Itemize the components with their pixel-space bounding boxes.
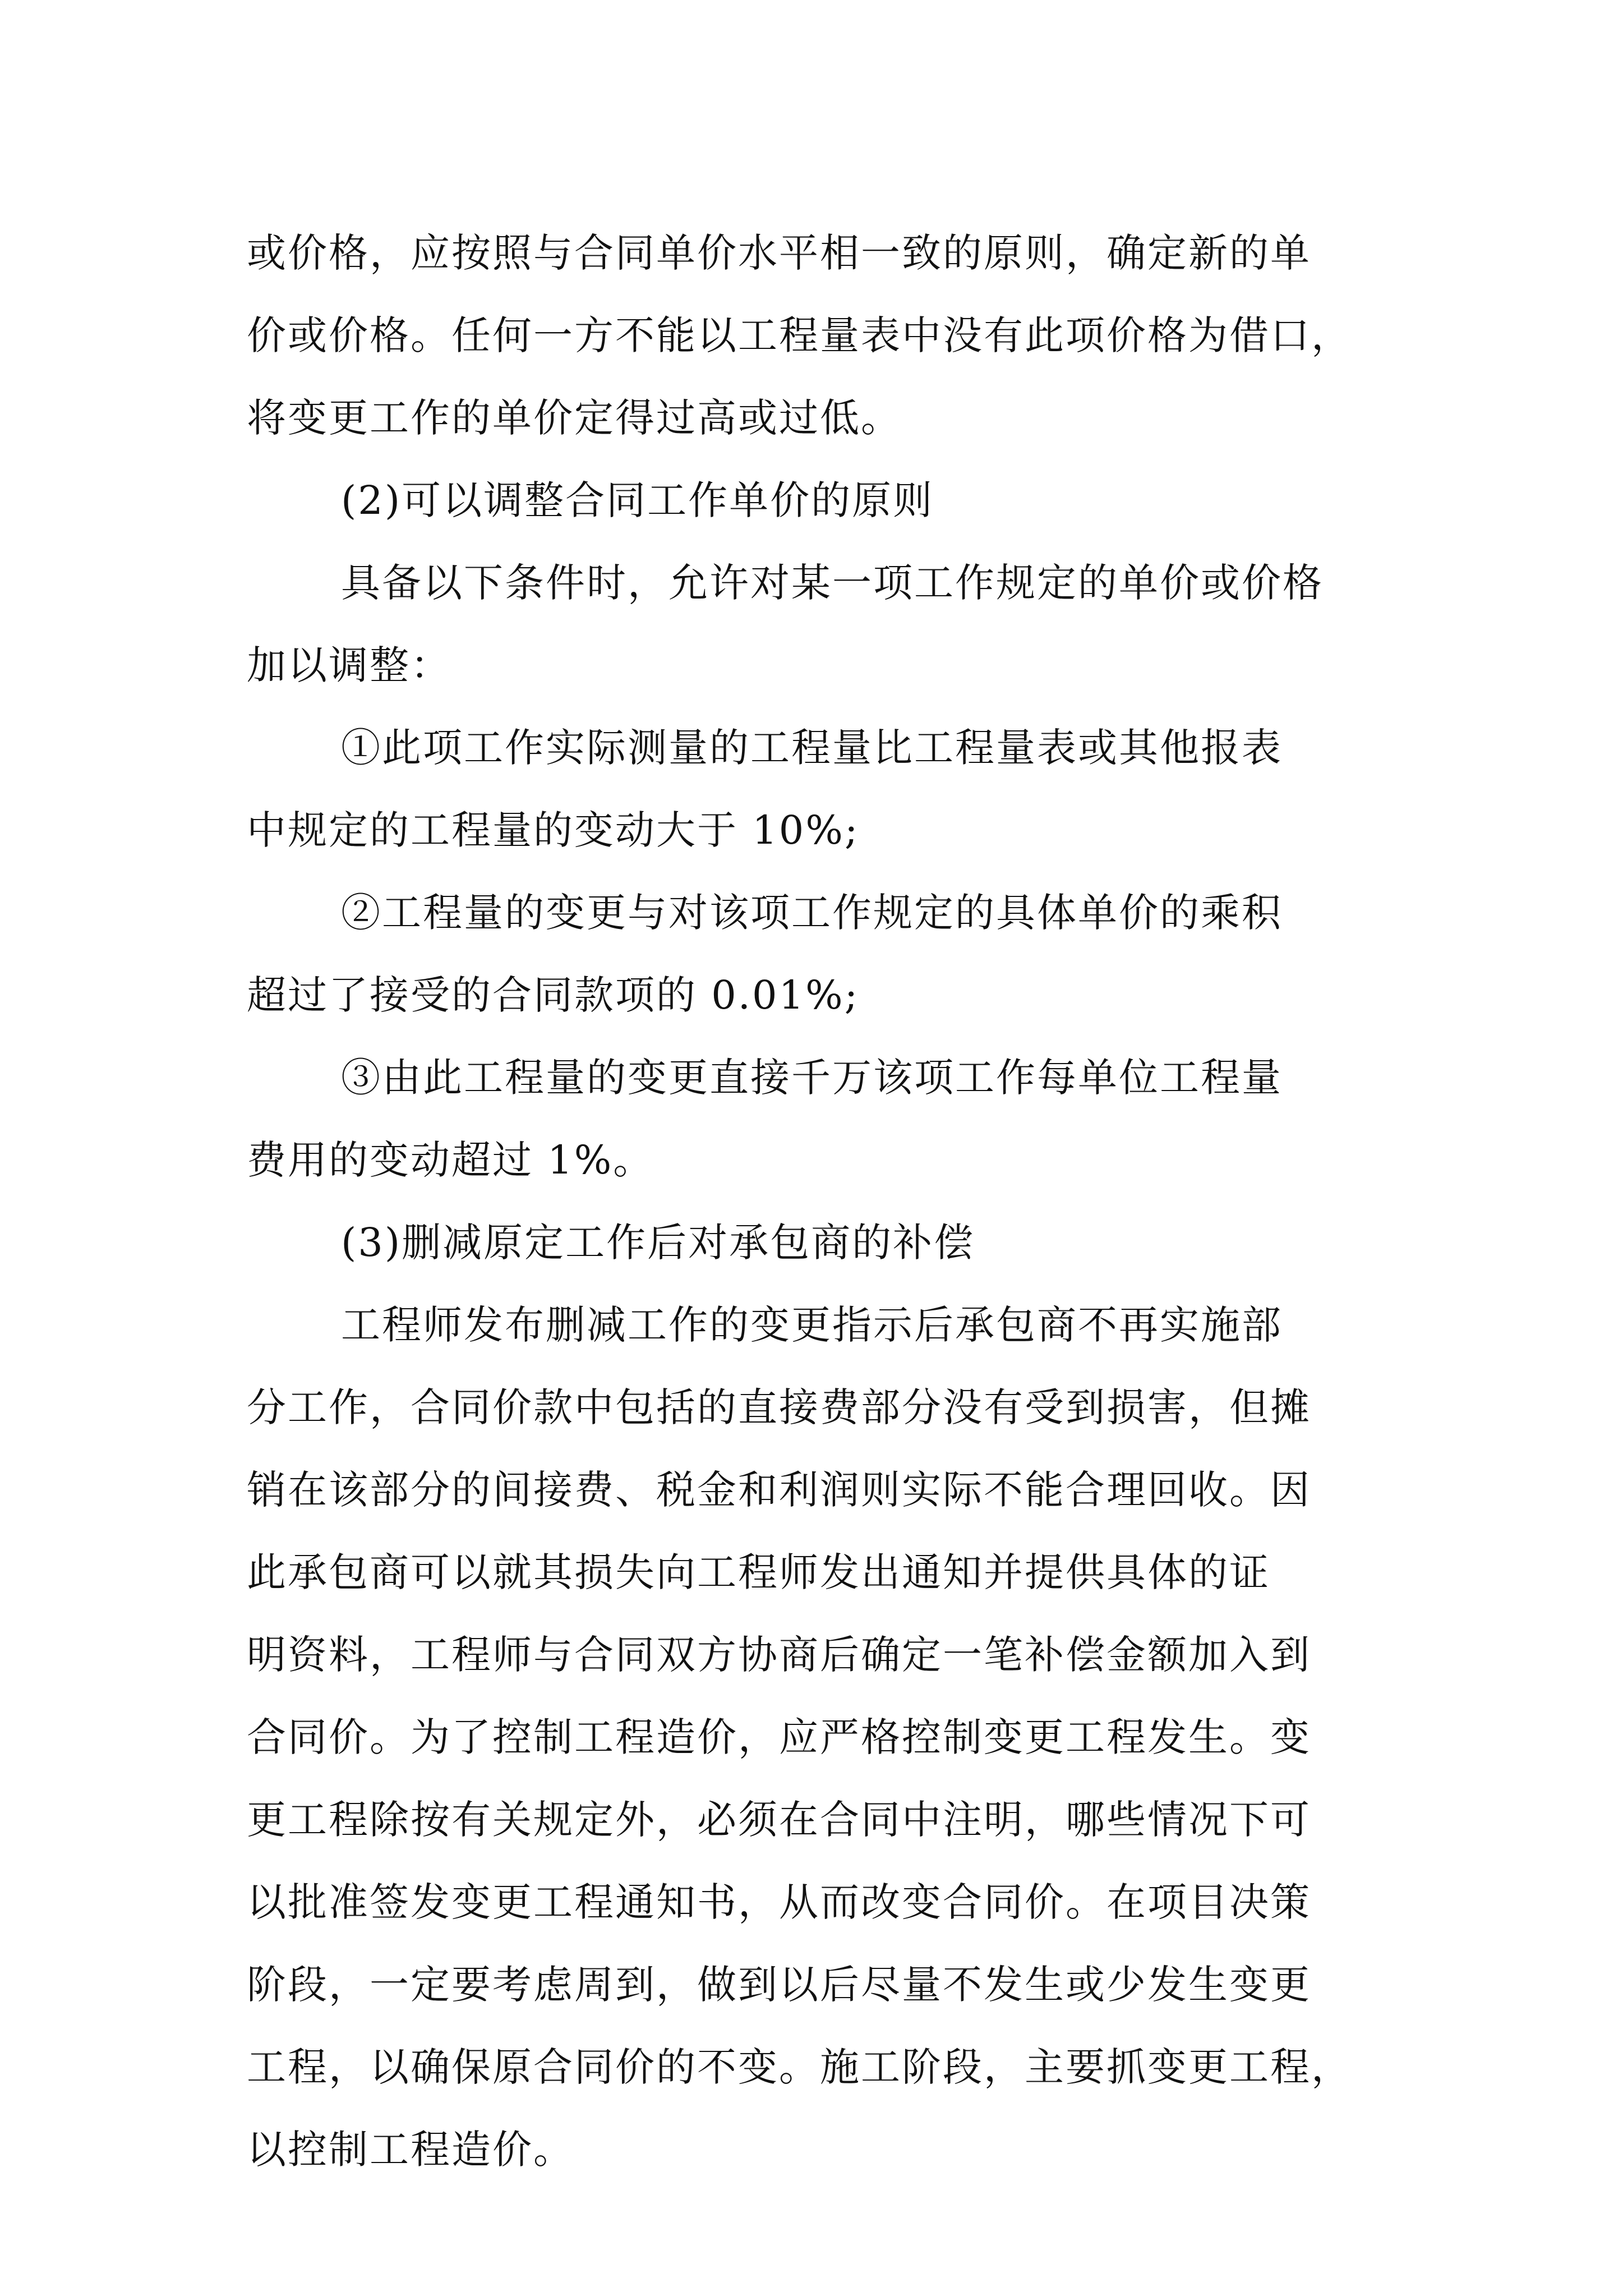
document-body — [247, 212, 1391, 2191]
list-item: ③由此工程量的变更直接千万该项工作每单位工程量 — [341, 1055, 1283, 1101]
text-line: 工程，以确保原合同价的不变。施工阶段，主要抓变更工程， — [247, 2044, 1352, 2090]
text-line: 将变更工作的单价定得过高或过低。 — [247, 395, 902, 441]
text-line: 以批准签发变更工程通知书，从而改变合同价。在项目决策 — [247, 1879, 1311, 1925]
list-item: ②工程量的变更与对该项工作规定的具体单价的乘积 — [341, 890, 1283, 936]
section-heading: (2)可以调整合同工作单价的原则 — [341, 477, 934, 523]
text-line: 价或价格。任何一方不能以工程量表中没有此项价格为借口， — [247, 312, 1352, 358]
text-line: 超过了接受的合同款项的 0.01%; — [247, 972, 860, 1018]
text-line: 以控制工程造价。 — [247, 2127, 574, 2173]
section-heading: (3)删减原定工作后对承包商的补偿 — [341, 1220, 975, 1266]
text-line: 工程师发布删减工作的变更指示后承包商不再实施部 — [341, 1302, 1283, 1348]
text-line: 中规定的工程量的变动大于 10%; — [247, 807, 860, 853]
text-line: 分工作，合同价款中包括的直接费部分没有受到损害，但摊 — [247, 1384, 1311, 1430]
text-line: 或价格，应按照与合同单价水平相一致的原则，确定新的单 — [247, 230, 1311, 276]
list-item: ①此项工作实际测量的工程量比工程量表或其他报表 — [341, 725, 1283, 771]
text-line: 此承包商可以就其损失向工程师发出通知并提供具体的证 — [247, 1549, 1270, 1595]
text-line: 销在该部分的间接费、税金和利润则实际不能合理回收。因 — [247, 1467, 1311, 1513]
text-line: 阶段，一定要考虑周到，做到以后尽量不发生或少发生变更 — [247, 1962, 1311, 2008]
text-line: 具备以下条件时，允许对某一项工作规定的单价或价格 — [341, 560, 1324, 606]
text-line: 加以调整： — [247, 642, 451, 688]
text-line: 费用的变动超过 1%。 — [247, 1137, 654, 1183]
text-line: 合同价。为了控制工程造价，应严格控制变更工程发生。变 — [247, 1714, 1311, 1760]
text-line: 更工程除按有关规定外，必须在合同中注明，哪些情况下可 — [247, 1797, 1311, 1843]
text-line: 明资料，工程师与合同双方协商后确定一笔补偿金额加入到 — [247, 1632, 1311, 1678]
